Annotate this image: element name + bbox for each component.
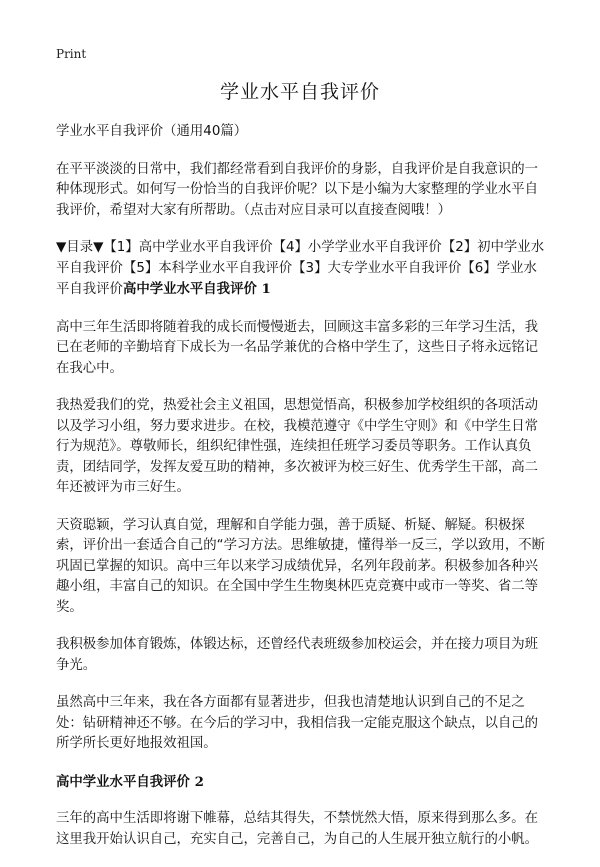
section1-paragraph: 高中三年生活即将随着我的成长而慢慢逝去，回顾这丰富多彩的三年学习生活，我已在老师的辛勤培育下成长为一名品学兼优的合格中学生了，这些日子将永远铭记在我心中。 xyxy=(56,319,539,376)
toc-link-5[interactable]: 【5】本科学业水平自我评价 xyxy=(122,260,293,276)
section2-paragraph: 三年的高中生活即将谢下帷幕，总结其得失，不禁恍然大悟，原来得到那么多。在这里我开始认识自己，充实自己，完善自己，为自己的人生展开独立航行的小帆。 xyxy=(56,811,539,847)
toc-prefix: ▼目录▼ xyxy=(56,240,104,255)
toc-link-6[interactable]: 【6】学业水平自我评价 xyxy=(56,260,537,297)
section1-paragraph: 我积极参加体育锻炼，体锻达标，还曾经代表班级参加校运会，并在接力项目为班争光。 xyxy=(56,637,539,673)
page-title: 学业水平自我评价 xyxy=(219,81,380,103)
intro-paragraph: 在平平淡淡的日常中，我们都经常看到自我评价的身影，自我评价是自我意识的一种体现形式。如何写一份恰当的自我评价呢？以下是小编为大家整理的学业水平自我评价，希望对大家有所帮助。（点击对应目录可以直接查阅哦！） xyxy=(56,161,539,218)
article-body xyxy=(56,122,548,867)
toc-link-3[interactable]: 【3】大专学业水平自我评价 xyxy=(292,260,462,276)
toc-link-4[interactable]: 【4】小学学业水平自我评价 xyxy=(272,240,442,255)
article-subtitle: 学业水平自我评价（通用40篇） xyxy=(56,124,248,139)
toc-link-2[interactable]: 【2】初中学业水平自我评价 xyxy=(56,240,545,276)
section1-paragraph: 我热爱我们的党，热爱社会主义祖国，思想觉悟高，积极参加学校组织的各项活动以及学习小组，努力要求进步。在校，我模范遵守《中学生守则》和《中学生日常行为规范》。尊敬师长，组织纪律性强，连续担任班学习委员等职务。工作认真负责，团结同学，发挥友爱互助的精神，多次被评为校三好生、优秀学生干部，高二年还被评为市三好生。 xyxy=(56,398,539,495)
print-link[interactable]: Print xyxy=(56,47,87,61)
toc-link-1[interactable]: 【1】高中学业水平自我评价 xyxy=(103,240,273,255)
section1-paragraph: 虽然高中三年来，我在各方面都有显著进步，但我也清楚地认识到自己的不足之处：钻研精神还不够。在今后的学习中，我相信我一定能克服这个缺点，以自己的所学所长更好地报效祖国。 xyxy=(56,695,539,751)
section-heading-2: 高中学业水平自我评价 2 xyxy=(56,773,204,790)
section1-paragraph: 天资聪颖，学习认真自觉，理解和自学能力强，善于质疑、析疑、解疑。积极探索，评价出一套适合自己的“学习方法。思维敏捷，懂得举一反三，学以致用，不断巩固已掌握的知识。高中三年以来学习成绩优异，名列年段前茅。积极参加各种兴趣小组，丰富自己的知识。在全国中学生生物奥林匹克竞赛中或市一等奖、省二等奖。 xyxy=(56,517,545,615)
table-of-contents xyxy=(56,238,548,301)
section-heading-1: 高中学业水平自我评价 1 xyxy=(122,281,271,297)
